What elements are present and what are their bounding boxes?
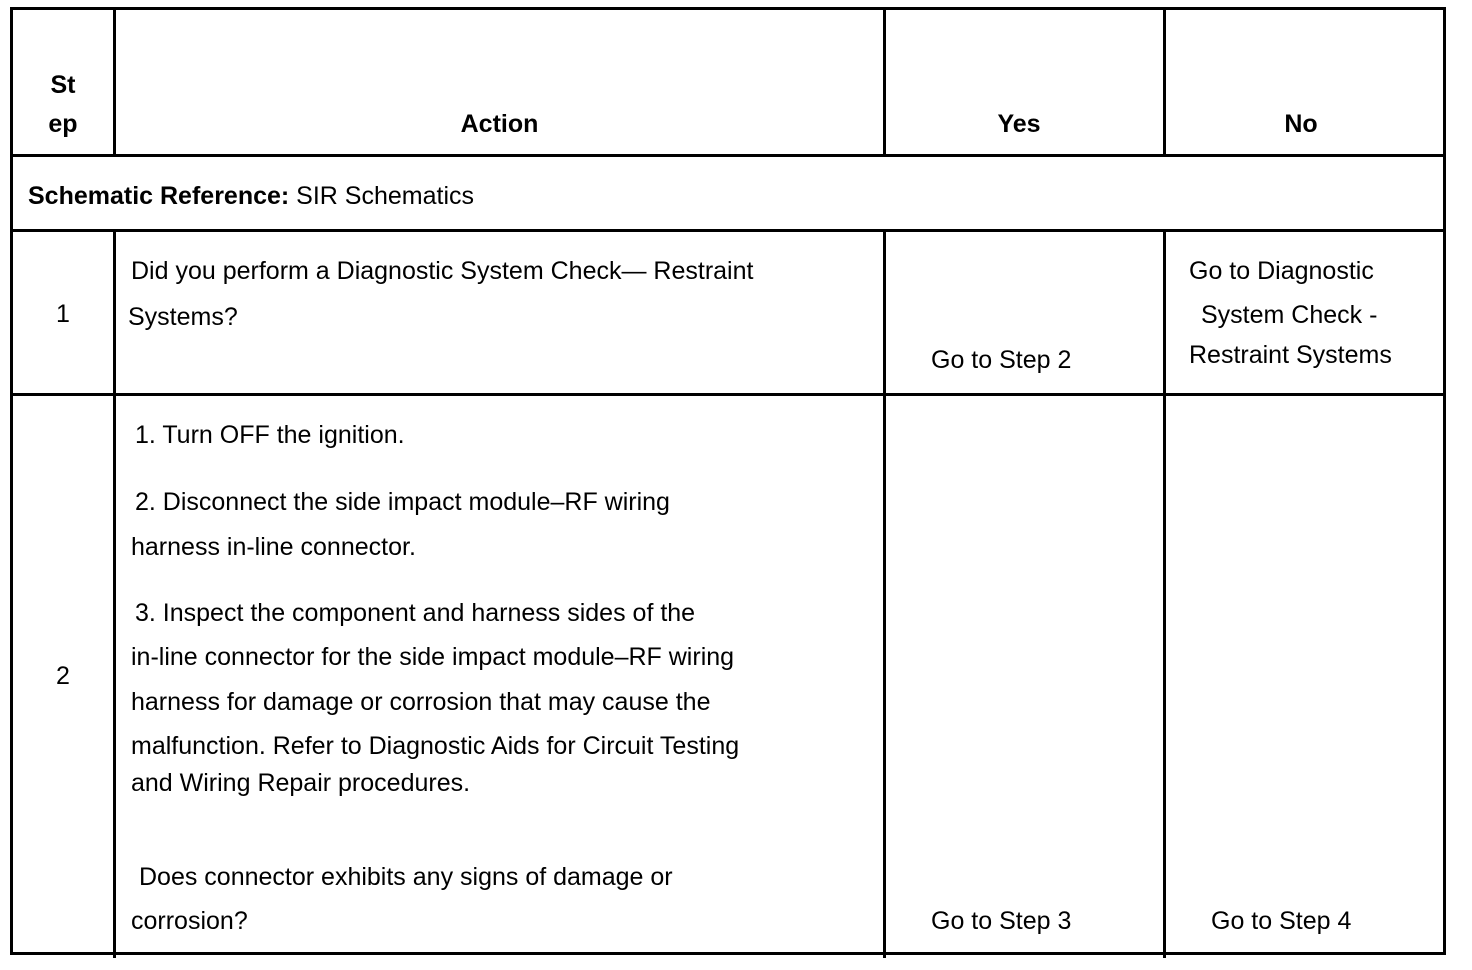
action-step: harness in-line connector. [131,533,416,561]
header-no: No [1284,110,1318,138]
column-divider [883,230,886,958]
column-divider [113,230,116,958]
row-divider [13,393,1443,396]
action-step: harness for damage or corrosion that may cause the [131,688,711,716]
action-question: Does connector exhibits any signs of damage or [139,863,673,891]
no-result: System Check - [1201,301,1378,329]
row-divider [13,229,1443,232]
action-step: 2. Disconnect the side impact module–RF wiring [135,488,670,516]
header-step-line2: ep [48,110,78,138]
action-step: malfunction. Refer to Diagnostic Aids for Circuit Testing [131,732,740,760]
schematic-reference [28,184,474,209]
action-step: 3. Inspect the component and harness sides of the [135,599,696,627]
row-divider [13,154,1443,157]
header-action: Action [460,110,539,138]
header-yes: Yes [997,110,1041,138]
schematic-reference-value: SIR Schematics [289,182,475,210]
action-step: and Wiring Repair procedures. [131,769,471,797]
schematic-reference-label: Schematic Reference: [28,182,290,210]
yes-result: Go to Step 3 [931,907,1072,935]
no-result: Go to Step 4 [1211,907,1352,935]
column-divider [1163,230,1166,958]
yes-result: Go to Step 2 [931,346,1072,374]
action-step: 1. Turn OFF the ignition. [135,421,405,449]
header-step-line1: St [50,71,76,99]
action-text: Did you perform a Diagnostic System Check— Restraint [131,257,754,285]
no-result: Restraint Systems [1189,341,1392,369]
action-text: Systems? [128,303,238,331]
step-number: 1 [56,300,70,328]
no-result: Go to Diagnostic [1189,257,1374,285]
diagnostic-table [10,7,1446,955]
action-question: corrosion? [131,907,248,935]
step-number: 2 [56,662,70,690]
action-step: in-line connector for the side impact module–RF wiring [131,643,735,671]
